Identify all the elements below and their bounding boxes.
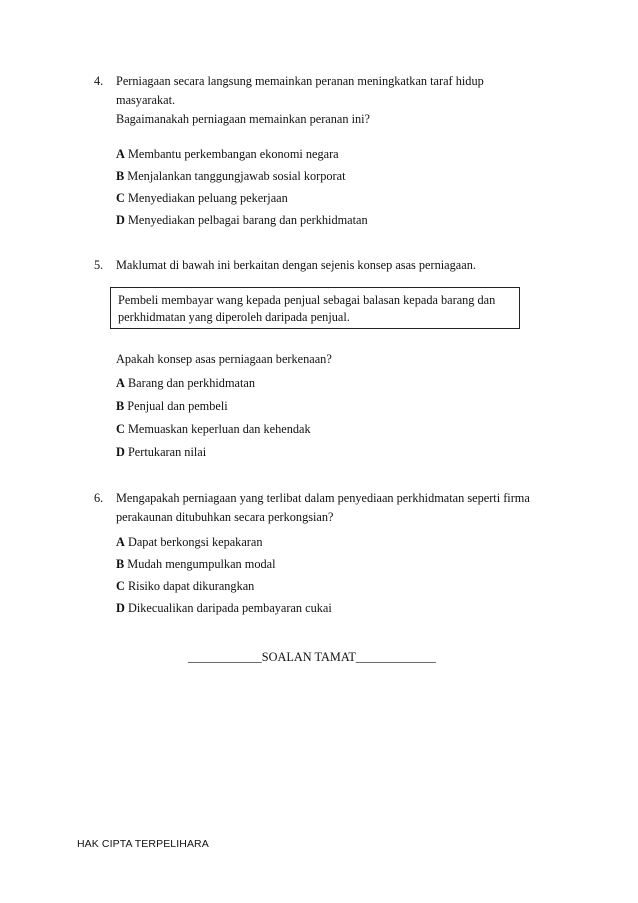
q4-stem-line1: Perniagaan secara langsung memainkan peranan meningkatkan taraf hidup <box>116 74 484 88</box>
q5-info-box <box>110 287 520 329</box>
q4-option-a: A Membantu perkembangan ekonomi negara <box>116 147 339 161</box>
q6-number: 6. <box>94 491 104 505</box>
q5-info-line1: Pembeli membayar wang kepada penjual sebagai balasan kepada barang dan <box>118 293 496 307</box>
q5-option-b: B Penjual dan pembeli <box>116 399 228 413</box>
q5-info-line2: perkhidmatan yang diperoleh daripada penjual. <box>118 310 350 324</box>
q4-stem-line3: Bagaimanakah perniagaan memainkan peranan ini? <box>116 112 371 126</box>
q6-option-c: C Risiko dapat dikurangkan <box>116 579 255 593</box>
q5-option-a: A Barang dan perkhidmatan <box>116 376 255 390</box>
q4-option-b: B Menjalankan tanggungjawab sosial korporat <box>116 169 346 183</box>
q4-number: 4. <box>94 74 104 88</box>
copyright-footer: HAK CIPTA TERPELIHARA <box>77 838 209 850</box>
q4-option-c: C Menyediakan peluang pekerjaan <box>116 191 288 205</box>
end-of-questions: ____________SOALAN TAMAT_____________ <box>188 650 436 664</box>
q6-option-a: A Dapat berkongsi kepakaran <box>116 535 263 549</box>
q4-option-d: D Menyediakan pelbagai barang dan perkhidmatan <box>116 213 368 227</box>
q4-stem-line2: masyarakat. <box>116 93 176 107</box>
q6-stem-line1: Mengapakah perniagaan yang terlibat dalam penyediaan perkhidmatan seperti firma <box>116 491 530 505</box>
q6-option-b: B Mudah mengumpulkan modal <box>116 557 276 571</box>
q6-stem-line2: perakaunan ditubuhkan secara perkongsian? <box>116 510 334 524</box>
q5-option-c: C Memuaskan keperluan dan kehendak <box>116 422 311 436</box>
q5-number: 5. <box>94 258 104 272</box>
q5-question: Apakah konsep asas perniagaan berkenaan? <box>116 352 332 366</box>
q5-option-d: D Pertukaran nilai <box>116 445 207 459</box>
q5-stem: Maklumat di bawah ini berkaitan dengan sejenis konsep asas perniagaan. <box>116 258 476 272</box>
q6-option-d: D Dikecualikan daripada pembayaran cukai <box>116 601 332 615</box>
